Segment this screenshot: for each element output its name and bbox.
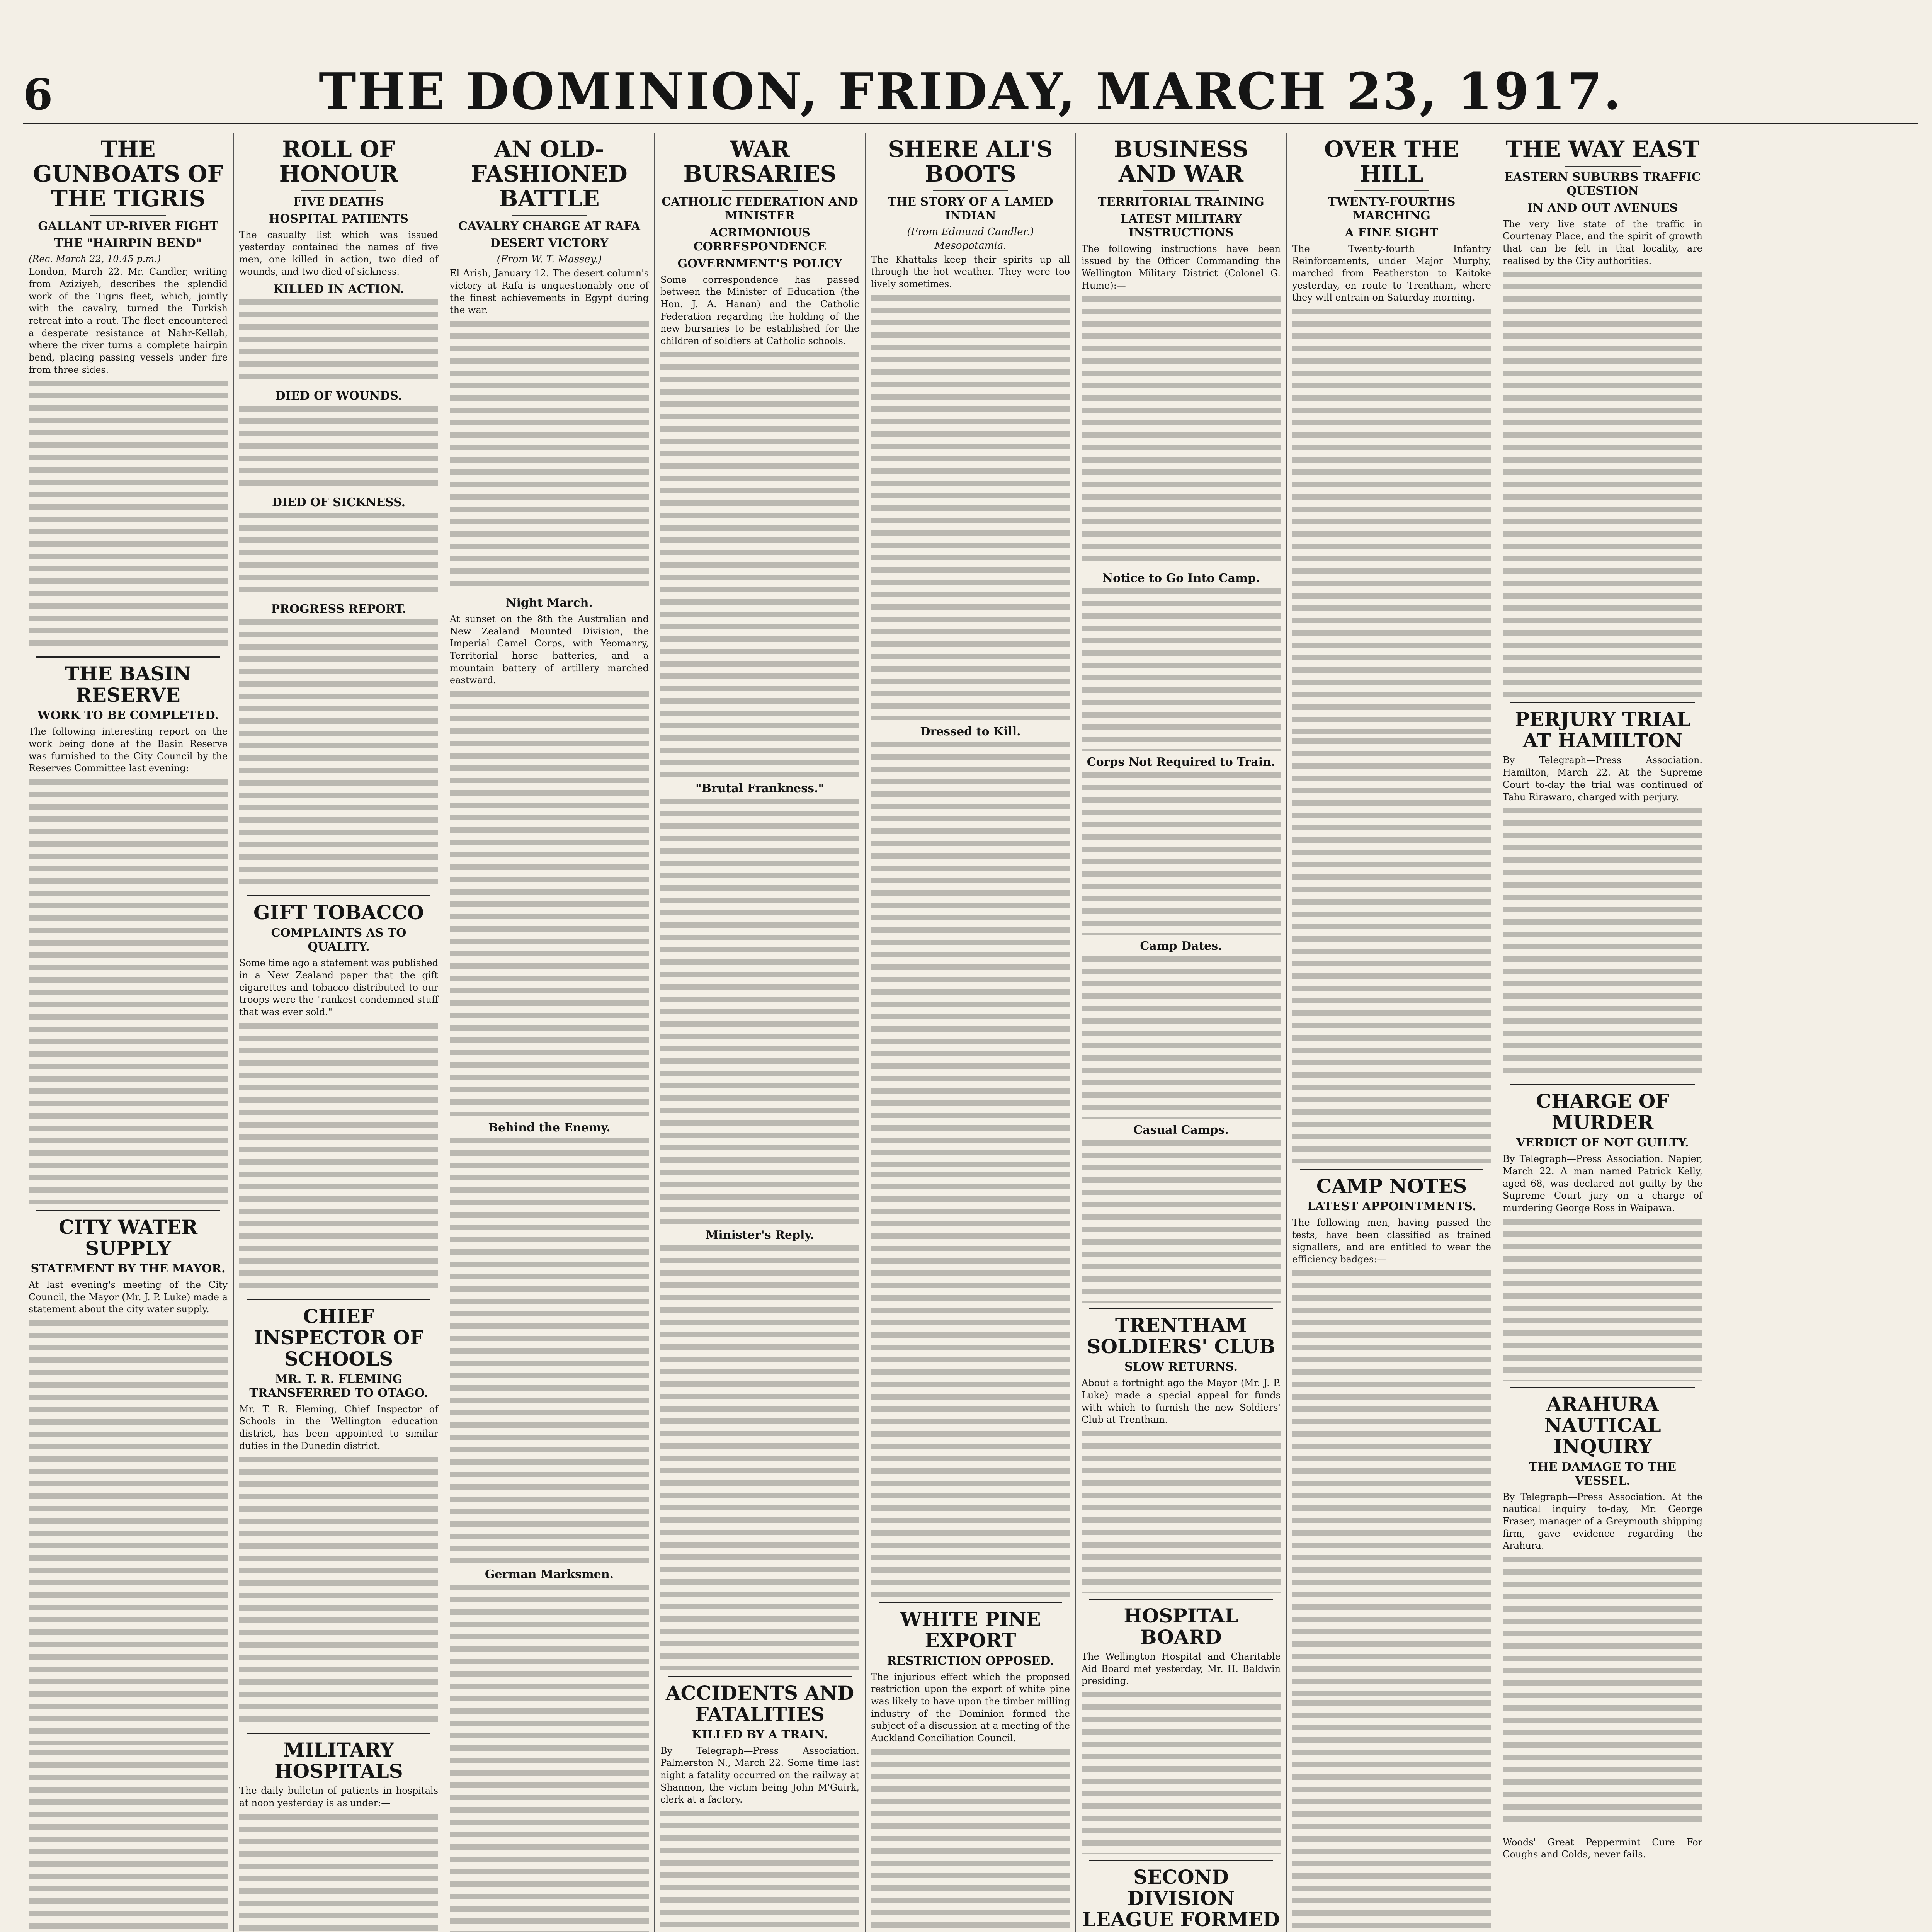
subheading: Night March. [506,596,593,610]
article-text-block [1082,1692,1281,1854]
subheading: DESERT VICTORY [490,236,609,250]
headline-gunboats: THE GUNBOATS OF THE TIGRIS [33,136,223,212]
headline-camp-notes: CAMP NOTES [1316,1174,1467,1197]
article-text-block [1503,1557,1702,1827]
headline-gift-tobacco: GIFT TOBACCO [253,901,424,924]
subheading: LATEST MILITARY INSTRUCTIONS [1120,212,1242,240]
headline-white-pine: WHITE PINE EXPORT [900,1607,1041,1652]
article-body: At last evening's meeting of the City Council, the Mayor (Mr. J. P. Luke) made a statement about the city water supply. [29,1279,228,1315]
divider [933,190,1008,191]
article-text-block [1292,1270,1491,1696]
column-5 [866,133,1076,1932]
divider [301,190,376,191]
article-text-block [871,742,1070,1167]
divider [1143,190,1219,191]
article-text-block [660,1245,859,1670]
divider [512,215,587,216]
article-body: By Telegraph—Press Association. At the nautical inquiry to-day, Mr. George Fraser, manager of a Greymouth shipping firm, gave evidence regarding the Arahura. [1503,1491,1702,1551]
article-body: Some correspondence has passed between the Minister of Education (the Hon. J. A. Hanan) and the Catholic Federation regarding the holding of the new bursaries to be established for the children of soldiers at Catholic schools. [660,274,859,346]
article-body: The following interesting report on the work being done at the Basin Reserve was furnished to the City Council by the Reserves Committee last evening: [29,726,228,774]
article-text-block [29,779,228,1204]
subheading: CATHOLIC FEDERATION AND MINISTER [662,195,858,223]
column-3 [444,133,655,1932]
masthead-rule [23,122,1918,124]
column-8 [1497,133,1708,1932]
subheading: "Brutal Frankness." [695,781,825,795]
subheading: KILLED IN ACTION. [273,282,405,296]
headline-arahura-inquiry: ARAHURA NAUTICAL INQUIRY [1544,1392,1661,1458]
divider [668,1676,852,1677]
byline: (From Edmund Candler.) [907,226,1034,238]
article-text-block [239,406,438,491]
article-text-block [29,381,228,651]
headline-over-the-hill: OVER THE HILL [1324,136,1459,187]
article-body: About a fortnight ago the Mayor (Mr. J. P. Luke) made a special appeal for funds with which to furnish the new Soldiers' Club at Trentham. [1082,1378,1281,1425]
article-body: The Wellington Hospital and Charitable Aid Board met yesterday, Mr. H. Baldwin presiding. [1082,1651,1281,1687]
subheading: Camp Dates. [1140,939,1222,953]
divider [1354,190,1429,191]
article-text-block [29,1750,228,1932]
subheading: GOVERNMENT'S POLICY [677,257,842,270]
headline-old-fashioned-battle: AN OLD-FASHIONED BATTLE [471,136,628,212]
divider [1510,1387,1695,1388]
subheading: COMPLAINTS AS TO QUALITY. [271,926,406,954]
article-text-block [450,1138,649,1563]
divider [36,656,220,658]
article-text-block [239,1023,438,1294]
subheading: MR. T. R. FLEMING TRANSFERRED TO OTAGO. [249,1372,428,1400]
article-body: Some time ago a statement was published in a New Zealand paper that the gift cigarettes and tobacco distributed to our troops were the "rankest condemned stuff that was ever sold." [239,957,438,1017]
subheading: Dressed to Kill. [920,724,1021,738]
subheading: THE STORY OF A LAMED INDIAN [888,195,1053,223]
byline: (From W. T. Massey.) [497,253,602,265]
article-text-block [1082,772,1281,935]
subheading: Casual Camps. [1133,1123,1229,1137]
subheading: Behind the Enemy. [488,1121,611,1135]
subheading: Corps Not Required to Train. [1087,755,1276,769]
subheading: ACRIMONIOUS CORRESPONDENCE [693,226,827,253]
subheading: STATEMENT BY THE MAYOR. [31,1262,226,1276]
article-text-block [239,1457,438,1727]
subheading: LATEST APPOINTMENTS. [1307,1199,1476,1213]
headline-second-division: SECOND DIVISION LEAGUE FORMED [1082,1865,1280,1931]
subheading: TWENTY-FOURTHS MARCHING [1328,195,1456,223]
article-text-block [871,1749,1070,1932]
page-number: 6 [23,70,53,119]
headline-basin-reserve: THE BASIN RESERVE [65,662,191,707]
article-text-block [239,299,438,384]
subheading: TERRITORIAL TRAINING [1098,195,1264,209]
divider [247,1733,430,1734]
article-text-block [1503,808,1702,1078]
divider [90,215,166,216]
subheading: Minister's Reply. [706,1228,814,1242]
masthead [23,46,1918,128]
article-body: The injurious effect which the proposed restriction upon the export of white pine was likely to have upon the timber milling industry of the Dominion formed the subject of a discussion at a meeting of the Auckland Conciliation Council. [871,1671,1070,1743]
article-text-block [239,1814,438,1932]
divider [722,190,798,191]
divider [1300,1169,1483,1170]
divider [1510,1084,1695,1085]
divider [1510,702,1695,703]
newspaper-columns [23,133,1918,1932]
subheading: DIED OF WOUNDS. [275,389,402,403]
headline-shere-ali: SHERE ALI'S BOOTS [888,136,1053,187]
subheading: FIVE DEATHS [293,195,384,209]
article-text-block [1082,1140,1281,1303]
article-body: By Telegraph—Press Association. Napier, March 22. A man named Patrick Kelly, aged 68, was declared not guilty by the Supreme Court jury on a charge of murdering George Ross in Waipawa. [1503,1153,1702,1213]
divider [36,1210,220,1211]
article-body: Mr. T. R. Fleming, Chief Inspector of Schools in the Wellington education district, has been appointed to similar duties in the Dunedin district. [239,1403,438,1451]
article-text-block [239,513,438,598]
article-text-block [1292,738,1491,1163]
headline-trentham-club: TRENTHAM SOLDIERS' CLUB [1087,1314,1276,1358]
article-body: The following men, having passed the tests, have been classified as trained signallers, and are entitled to wear the efficiency badges:— [1292,1217,1491,1265]
subheading: THE DAMAGE TO THE VESSEL. [1529,1460,1677,1488]
subheading: SLOW RETURNS. [1124,1360,1238,1374]
article-text-block [450,1585,649,1932]
headline-way-east: THE WAY EAST [1505,136,1700,162]
subheading: CAVALRY CHARGE AT RAFA [458,219,640,233]
article-text-block [1082,956,1281,1119]
headline-business-war: BUSINESS AND WAR [1114,136,1248,187]
article-text-block [1082,588,1281,751]
article-text-block [871,295,1070,720]
article-text-block [660,352,859,777]
article-text-block [1082,296,1281,567]
subheading: German Marksmen. [485,1568,614,1582]
column-2 [234,133,444,1932]
article-text-block [871,1172,1070,1597]
article-text-block [450,321,649,592]
headline-charge-of-murder: CHARGE OF MURDER [1536,1090,1669,1134]
divider [247,895,430,896]
subheading: A FINE SIGHT [1345,226,1439,240]
headline-city-water: CITY WATER SUPPLY [58,1216,198,1260]
subheading: Notice to Go Into Camp. [1102,571,1260,585]
headline-military-hospitals: MILITARY HOSPITALS [274,1738,403,1783]
headline-accidents: ACCIDENTS AND FATALITIES [665,1681,854,1726]
article-text-block [29,1320,228,1745]
subheading: WORK TO BE COMPLETED. [37,709,219,723]
divider [1089,1860,1273,1861]
headline-perjury-trial: PERJURY TRIAL AT HAMILTON [1515,708,1690,752]
article-text-block [239,619,438,890]
headline-chief-inspector: CHIEF INSPECTOR OF SCHOOLS [253,1304,424,1370]
column-1 [23,133,234,1932]
article-body: The very live state of the traffic in Courtenay Place, and the spirit of growth that can be felt in that locality, are realised by the City authorities. [1503,218,1702,266]
column-7 [1287,133,1497,1932]
subheading: GALLANT UP-RIVER FIGHT [38,219,218,233]
subheading: THE "HAIRPIN BEND" [54,236,202,250]
article-body: El Arish, January 12. The desert column's victory at Rafa is unquestionably one of the finest achievements in Egypt during the war. [450,268,649,316]
article-text-block [1503,272,1702,697]
subheading: VERDICT OF NOT GUILTY. [1516,1136,1689,1150]
article-text-block [1292,1700,1491,1932]
article-text-block [450,691,649,1116]
subheading: EASTERN SUBURBS TRAFFIC QUESTION [1504,170,1701,198]
divider [1089,1599,1273,1600]
article-text-block [660,799,859,1224]
article-text-block [1292,309,1491,734]
article-body: The Twenty-fourth Infantry Reinforcements, under Major Murphy, marched from Featherston to Kaitoke yesterday, en route to Trentham, where they will entrain on Saturday morning. [1292,243,1491,303]
article-text-block [660,1811,859,1932]
dateline: (Rec. March 22, 10.45 p.m.) [29,253,161,265]
column-6 [1076,133,1287,1932]
article-body: The casualty list which was issued yesterday contained the names of five men, one killed in action, two died of wounds, and two died of sickness. [239,229,438,277]
article-body: The following instructions have been issued by the Officer Commanding the Wellington Military District (Colonel G. Hume):— [1082,243,1281,291]
advertisement: Woods' Great Peppermint Cure For Coughs and Colds, never fails. [1503,1833,1702,1861]
subheading: HOSPITAL PATIENTS [269,212,408,226]
article-body: At sunset on the 8th the Australian and New Zealand Mounted Division, the Imperial Camel Corps, with Yeomanry, Territorial horse batteries, and a mountain battery of artillery marched eastward. [450,614,649,686]
divider [1089,1308,1273,1309]
article-text-block [1082,1431,1281,1593]
article-body: London, March 22. Mr. Candler, writing from Aziziyeh, describes the splendid work of the Tigris fleet, which, jointly with the cavalry, turned the Turkish retreat into a rout. The fleet encountered a desperate resistance at Nahr-Kellah, where the river turns a complete hairpin bend, placing passing vessels under fire from three sides. [29,266,228,375]
subheading: DIED OF SICKNESS. [272,496,406,510]
newspaper-title: THE DOMINION, FRIDAY, MARCH 23, 1917. [318,62,1623,121]
headline-hospital-board: HOSPITAL BOARD [1124,1604,1238,1648]
article-text-block [1503,1219,1702,1381]
divider [879,1602,1062,1603]
article-body: By Telegraph—Press Association. Hamilton, March 22. At the Supreme Court to-day the trial was continued of Tahu Rirawaro, charged with perjury. [1503,755,1702,803]
headline-roll-of-honour: ROLL OF HONOUR [279,136,398,187]
divider [247,1299,430,1300]
subheading: RESTRICTION OPPOSED. [887,1654,1054,1668]
article-body: The Khattaks keep their spirits up all through the hot weather. They were too lively sometimes. [871,254,1070,289]
divider [1565,166,1641,167]
headline-war-bursaries: WAR BURSARIES [683,136,837,187]
subheading: PROGRESS REPORT. [271,602,406,616]
article-body: By Telegraph—Press Association. Palmerston N., March 22. Some time last night a fatality occurred on the railway at Shannon, the victim being John M'Guirk, clerk at a factory. [660,1745,859,1805]
subheading: IN AND OUT AVENUES [1527,201,1678,215]
subheading: KILLED BY A TRAIN. [692,1728,828,1742]
article-body: The daily bulletin of patients in hospitals at noon yesterday is as under:— [239,1785,438,1808]
location: Mesopotamia. [934,240,1007,252]
column-4 [655,133,866,1932]
